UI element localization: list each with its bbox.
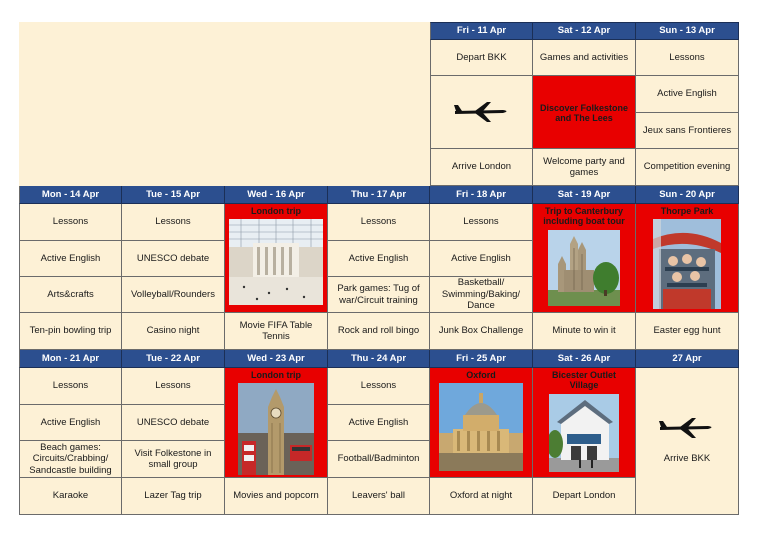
day-header: Fri - 18 Apr — [430, 186, 533, 204]
airplane-icon — [658, 417, 716, 439]
flight-cell — [430, 76, 533, 149]
activity-cell: Lessons — [19, 368, 122, 405]
activity-cell: Junk Box Challenge — [430, 313, 533, 350]
day-header: Thu - 24 Apr — [328, 350, 430, 368]
activity-cell: Lessons — [122, 204, 225, 241]
activity-cell: Rock and roll bingo — [328, 313, 430, 350]
activity-cell: Lessons — [328, 368, 430, 405]
big-ben-photo — [238, 383, 314, 475]
bicester-village-photo — [549, 394, 619, 472]
activity-cell: Lessons — [328, 204, 430, 241]
activity-cell: Active English — [430, 241, 533, 277]
activity-cell: Jeux sans Frontieres — [636, 113, 739, 149]
activity-cell: Depart BKK — [430, 40, 533, 76]
day-header: Tue - 22 Apr — [122, 350, 225, 368]
activity-cell: Lessons — [19, 204, 122, 241]
activity-cell: UNESCO debate — [122, 405, 225, 441]
activity-cell: Basketball/ Swimming/Baking/ Dance — [430, 277, 533, 313]
thorpe-park-ride-photo — [653, 219, 721, 309]
activity-cell: Oxford at night — [430, 478, 533, 515]
activity-cell: UNESCO debate — [122, 241, 225, 277]
activity-cell: Beach games: Circuits/Crabbing/ Sandcastle building — [19, 441, 122, 478]
airplane-icon — [453, 101, 511, 123]
day-header: Sat - 19 Apr — [533, 186, 636, 204]
day-header: Fri - 25 Apr — [430, 350, 533, 368]
day-header: 27 Apr — [636, 350, 739, 368]
activity-cell: Active English — [328, 405, 430, 441]
day-header: Wed - 16 Apr — [225, 186, 328, 204]
trip-label: Oxford — [466, 370, 496, 380]
activity-cell: Park games: Tug of war/Circuit training — [328, 277, 430, 313]
activity-cell: Competition evening — [636, 149, 739, 186]
activity-label: Arrive BKK — [663, 453, 711, 465]
canterbury-cathedral-photo — [548, 230, 620, 306]
day-header: Mon - 14 Apr — [19, 186, 122, 204]
day-header: Mon - 21 Apr — [19, 350, 122, 368]
activity-cell: Active English — [328, 241, 430, 277]
activity-cell: Active English — [636, 76, 739, 113]
activity-cell: Active English — [19, 241, 122, 277]
day-header: Tue - 15 Apr — [122, 186, 225, 204]
activity-cell: Visit Folkestone in small group — [122, 441, 225, 478]
british-museum-photo — [229, 219, 323, 305]
empty-area — [19, 22, 430, 186]
day-header: Sat - 12 Apr — [533, 22, 636, 40]
activity-cell: Lessons — [430, 204, 533, 241]
trip-cell — [533, 368, 636, 478]
day-header: Sun - 20 Apr — [636, 186, 739, 204]
activity-cell: Lessons — [122, 368, 225, 405]
radcliffe-camera-photo — [439, 383, 523, 471]
activity-cell: Depart London — [533, 478, 636, 515]
trip-cell — [430, 368, 533, 478]
activity-cell: Volleyball/Rounders — [122, 277, 225, 313]
day-header: Fri - 11 Apr — [430, 22, 533, 40]
trip-label: Trip to Canterbury including boat tour — [543, 206, 625, 227]
trip-cell — [225, 204, 328, 313]
activity-cell: Active English — [19, 405, 122, 441]
trip-cell — [636, 204, 739, 313]
activity-cell: Welcome party and games — [533, 149, 636, 186]
activity-cell: Football/Badminton — [328, 441, 430, 478]
flight-cell — [636, 368, 739, 515]
activity-cell: Movies and popcorn — [225, 478, 328, 515]
activity-cell: Casino night — [122, 313, 225, 350]
day-header: Wed - 23 Apr — [225, 350, 328, 368]
day-header: Sat - 26 Apr — [533, 350, 636, 368]
activity-cell: Movie FIFA Table Tennis — [225, 313, 328, 350]
activity-cell: Arrive London — [430, 149, 533, 186]
activity-cell: Minute to win it — [533, 313, 636, 350]
activity-cell: Easter egg hunt — [636, 313, 739, 350]
trip-label: Discover Folkestone and The Lees — [539, 102, 629, 123]
trip-label: London trip — [251, 370, 301, 380]
activity-cell: Ten-pin bowling trip — [19, 313, 122, 350]
activity-cell: Games and activities — [533, 40, 636, 76]
activity-cell: Karaoke — [19, 478, 122, 515]
trip-label: Bicester Outlet Village — [551, 370, 617, 391]
trip-cell — [533, 76, 636, 149]
activity-cell: Leavers' ball — [328, 478, 430, 515]
trip-label: Thorpe Park — [660, 206, 714, 216]
activity-cell: Lessons — [636, 40, 739, 76]
day-header: Thu - 17 Apr — [328, 186, 430, 204]
day-header: Sun - 13 Apr — [636, 22, 739, 40]
trip-label: London trip — [251, 206, 301, 216]
trip-cell — [225, 368, 328, 478]
activity-cell: Arts&crafts — [19, 277, 122, 313]
activity-cell: Lazer Tag trip — [122, 478, 225, 515]
trip-cell — [533, 204, 636, 313]
